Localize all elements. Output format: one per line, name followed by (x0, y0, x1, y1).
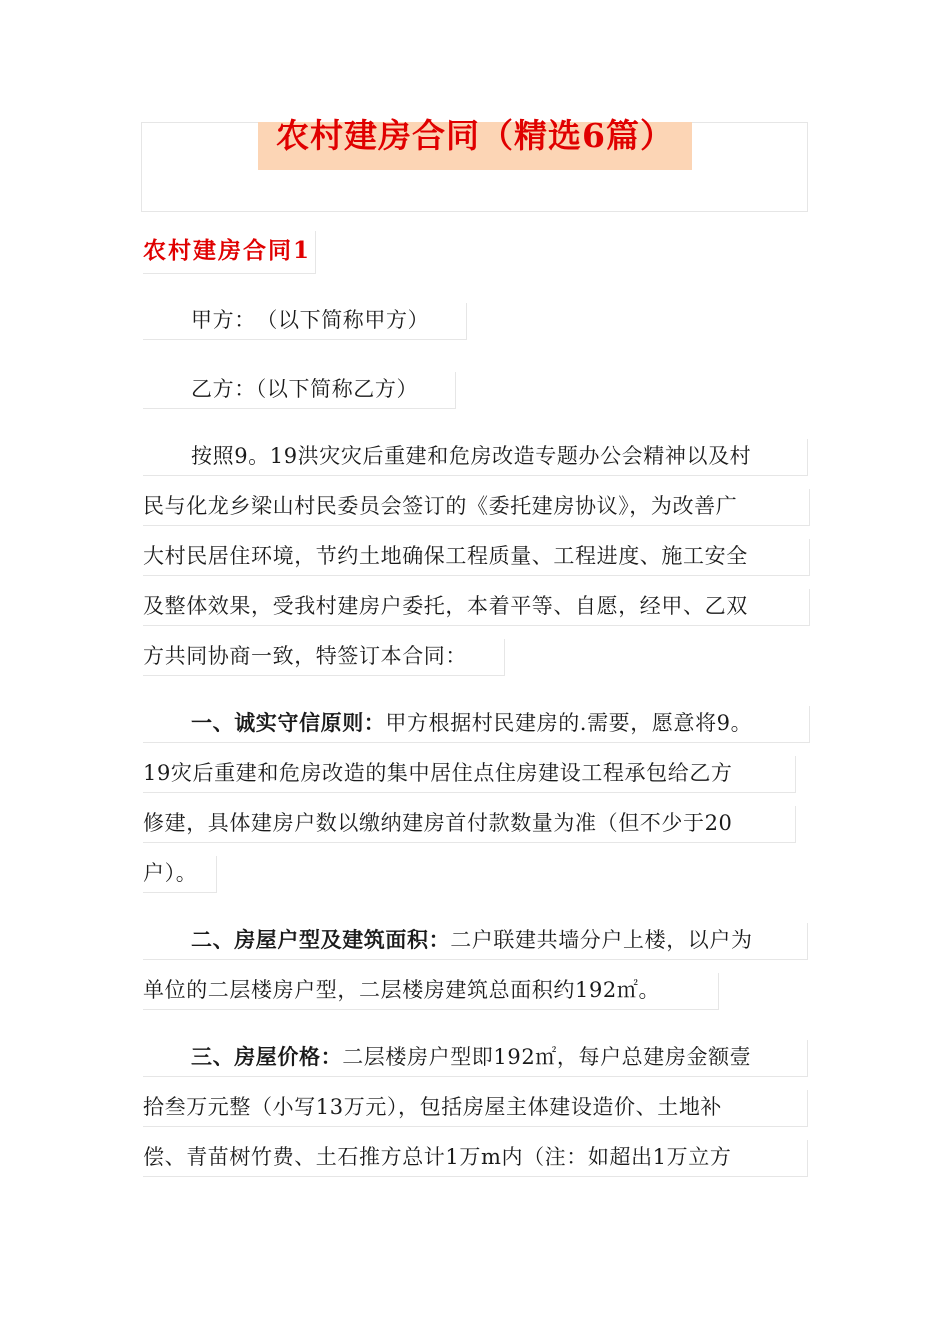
clause-2-label: 二、房屋户型及建筑面积： (191, 928, 451, 952)
clause-3-text: 二层楼房户型即192㎡，每户总建房金额壹 (342, 1045, 752, 1069)
clause-3-line (143, 1040, 808, 1077)
clause-1-line: 19灾后重建和危房改造的集中居住点住房建设工程承包给乙方 (143, 756, 796, 793)
intro-line: 大村民居住环境，节约土地确保工程质量、工程进度、施工安全 (143, 539, 810, 576)
intro-line: 方共同协商一致，特签订本合同： (143, 639, 505, 676)
section-heading: 农村建房合同1 (143, 231, 316, 274)
clause-3-label: 三、房屋价格： (191, 1045, 343, 1069)
intro-line: 民与化龙乡梁山村民委员会签订的《委托建房协议》，为改善广 (143, 489, 810, 526)
clause-1-line (143, 706, 810, 743)
intro-line: 及整体效果，受我村建房户委托，本着平等、自愿，经甲、乙双 (143, 589, 810, 626)
clause-2-line: 单位的二层楼房户型，二层楼房建筑总面积约192㎡。 (143, 973, 719, 1010)
clause-1-line: 修建，具体建房户数以缴纳建房首付款数量为准（但不少于20 (143, 806, 796, 843)
clause-3-line: 偿、青苗树竹费、土石推方总计1万m内（注：如超出1万立方 (143, 1140, 808, 1177)
clause-2-text: 二户联建共墙分户上楼，以户为 (450, 928, 753, 952)
clause-1-label: 一、诚实守信原则： (191, 711, 386, 735)
document-title: 农村建房合同（精选6篇） (276, 116, 674, 155)
clause-3-line: 拾叁万元整（小写13万元），包括房屋主体建设造价、土地补 (143, 1090, 808, 1127)
clause-1-line: 户）。 (143, 856, 217, 893)
party-a-line: 甲方： （以下简称甲方） (143, 303, 467, 340)
intro-line: 按照9。19洪灾灾后重建和危房改造专题办公会精神以及村 (143, 439, 808, 476)
party-b-line: 乙方：（以下简称乙方） (143, 372, 456, 409)
clause-1-text: 甲方根据村民建房的.需要，愿意将9。 (385, 711, 753, 735)
clause-2-line (143, 923, 808, 960)
